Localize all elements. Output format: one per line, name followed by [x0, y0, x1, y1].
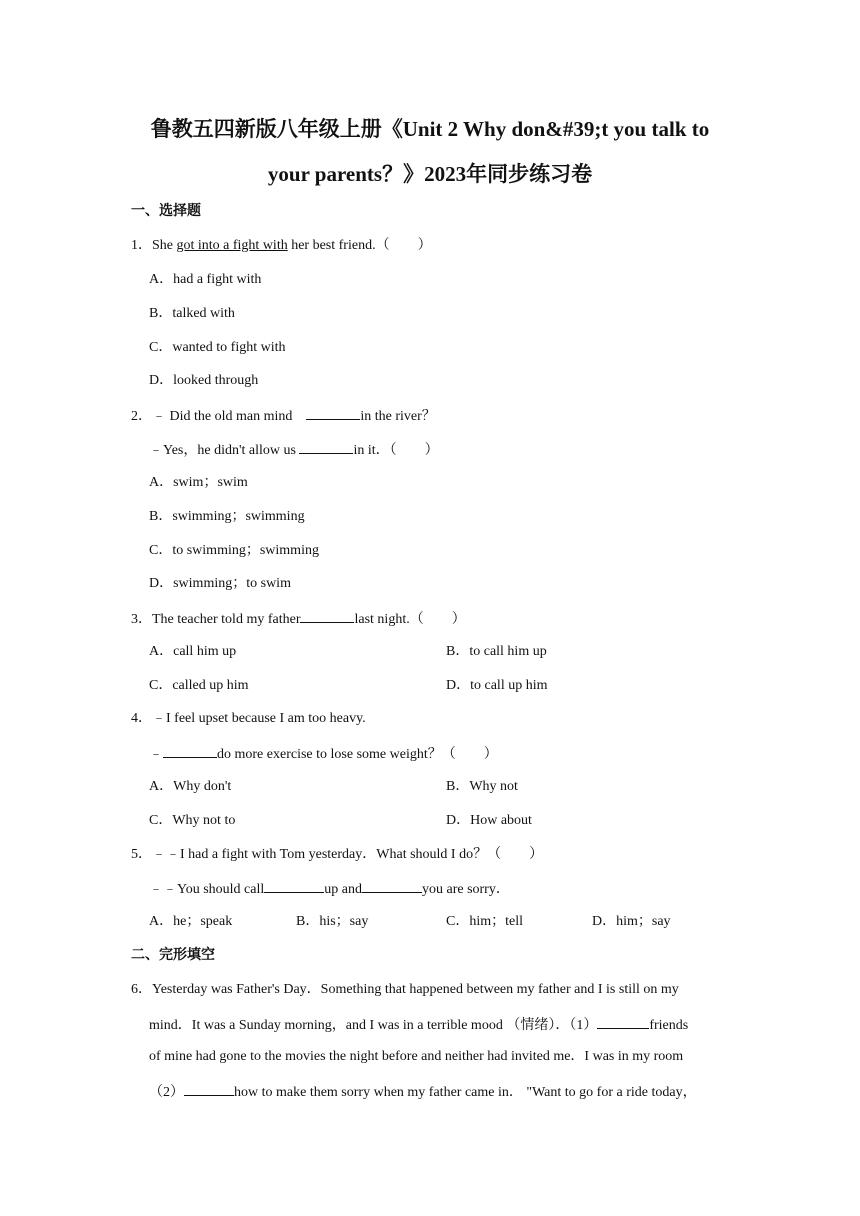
- option-d[interactable]: D．to call up him: [446, 678, 548, 693]
- question-2-line-1: [131, 406, 436, 426]
- question-text: up and: [324, 882, 362, 897]
- option-a[interactable]: A．Why don't: [149, 779, 232, 794]
- option-b[interactable]: B．to call him up: [446, 644, 547, 659]
- option-b[interactable]: B．his；say: [296, 914, 369, 929]
- passage-line-2: [149, 1015, 688, 1035]
- question-text: in the river？: [360, 409, 436, 424]
- option-d[interactable]: D．swimming；to swim: [149, 576, 291, 591]
- answer-blank: [306, 406, 360, 420]
- answer-blank: [300, 609, 354, 623]
- question-3: [131, 609, 466, 629]
- document-title-line-2: your parents？》2023年同步练习卷: [267, 162, 593, 186]
- question-4-line-1: 4．﹣I feel upset because I am too heavy.: [131, 711, 366, 726]
- option-d[interactable]: D．him；say: [592, 914, 671, 929]
- question-text: 3．The teacher told my father: [131, 612, 301, 627]
- option-b[interactable]: B．Why not: [446, 779, 518, 794]
- question-number: 1．She: [131, 238, 177, 253]
- question-text: do more exercise to lose some weight？（ ）: [217, 747, 498, 762]
- question-text: ﹣﹣You should call: [149, 882, 265, 897]
- document-title-line-1: 鲁教五四新版八年级上册《Unit 2 Why don&#39;t you talk to: [150, 117, 710, 141]
- answer-blank: [362, 879, 422, 893]
- question-text: you are sorry．: [421, 882, 510, 897]
- answer-blank: [163, 744, 217, 758]
- question-text: ﹣Yes，he didn't allow us: [149, 443, 300, 458]
- option-a[interactable]: A．swim；swim: [149, 475, 248, 490]
- question-1: [131, 237, 432, 255]
- option-a[interactable]: A．had a fight with: [149, 272, 262, 287]
- option-c[interactable]: C．called up him: [149, 678, 249, 693]
- option-c[interactable]: C．Why not to: [149, 813, 236, 828]
- question-2-line-2: [149, 440, 439, 460]
- question-text: last night.（ ）: [354, 612, 466, 627]
- option-a[interactable]: A．call him up: [149, 644, 237, 659]
- question-4-line-2: [149, 744, 498, 764]
- option-d[interactable]: D．looked through: [149, 373, 259, 388]
- passage-text: （2）: [149, 1085, 184, 1100]
- section-heading-cloze: 二、完形填空: [131, 948, 215, 963]
- section-heading-multiple-choice: 一、选择题: [131, 204, 201, 219]
- question-text: ﹣: [149, 747, 163, 762]
- question-text: 2．﹣ Did the old man mind: [131, 409, 296, 424]
- question-5-line-2: [149, 879, 510, 899]
- question-5-line-1: 5．﹣﹣I had a fight with Tom yesterday．What should I do？（ ）: [131, 847, 544, 862]
- option-b[interactable]: B．talked with: [149, 306, 235, 321]
- option-c[interactable]: C．him；tell: [446, 914, 523, 929]
- question-text: her best friend.（ ）: [287, 238, 432, 253]
- passage-text: mind．It was a Sunday morning，and I was in a terrible mood （情绪）．（1）: [149, 1018, 598, 1033]
- answer-blank: [184, 1082, 234, 1096]
- option-d[interactable]: D．How about: [446, 813, 532, 828]
- passage-line-3: of mine had gone to the movies the night before and neither had invited me．I was in my room: [149, 1049, 684, 1064]
- passage-line-4: [149, 1082, 697, 1102]
- answer-blank: [264, 879, 324, 893]
- question-text: in it．（ ）: [353, 443, 439, 458]
- passage-text: how to make them sorry when my father came in． "Want to go for a ride today，: [234, 1085, 697, 1100]
- option-c[interactable]: C．to swimming；swimming: [149, 543, 319, 558]
- underlined-phrase: got into a fight with: [176, 238, 288, 253]
- passage-text: friends: [649, 1018, 689, 1033]
- answer-blank: [597, 1015, 649, 1029]
- answer-blank: [299, 440, 353, 454]
- passage-line-1: 6．Yesterday was Father's Day．Something that happened between my father and I is still on my: [131, 982, 679, 997]
- option-b[interactable]: B．swimming；swimming: [149, 509, 305, 524]
- option-c[interactable]: C．wanted to fight with: [149, 340, 286, 355]
- option-a[interactable]: A．he；speak: [149, 914, 233, 929]
